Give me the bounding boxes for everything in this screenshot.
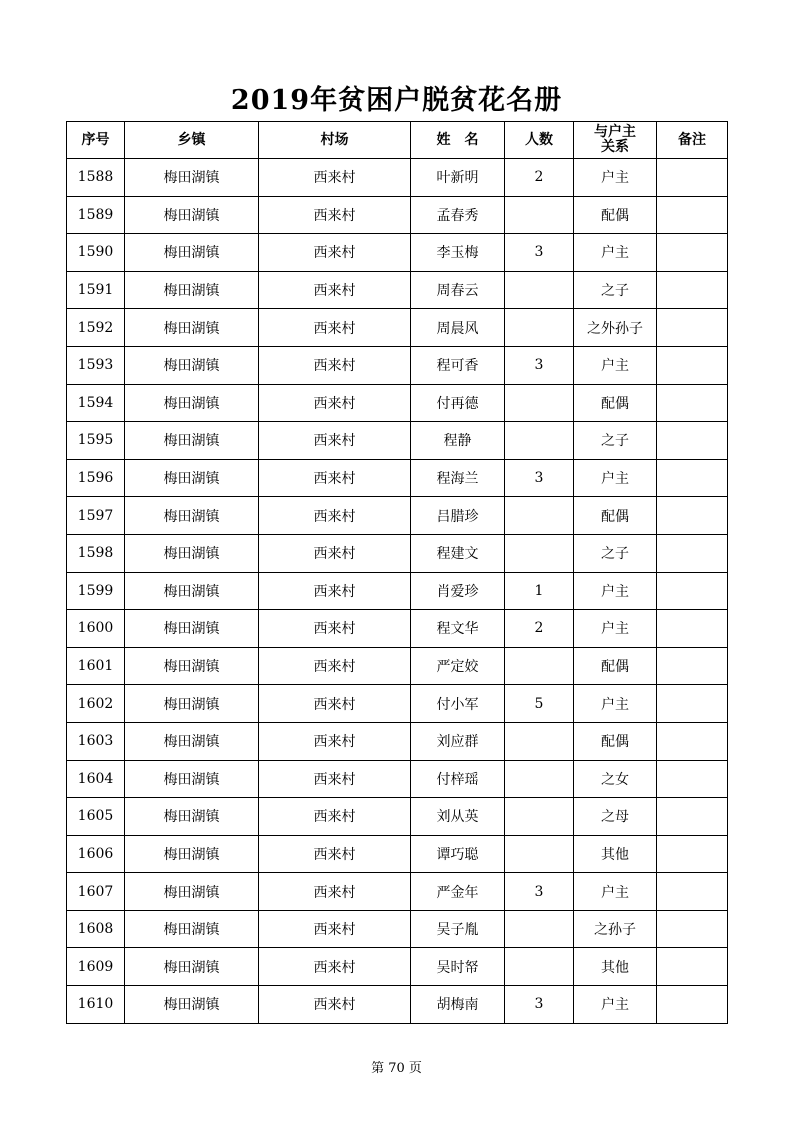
roster-table	[66, 121, 728, 1024]
cell-township: 梅田湖镇	[125, 873, 259, 911]
cell-remarks	[657, 760, 728, 798]
cell-relation: 户主	[574, 572, 657, 610]
cell-count: 3	[505, 459, 574, 497]
cell-index: 1594	[67, 384, 125, 422]
table-row	[67, 534, 728, 572]
cell-remarks	[657, 234, 728, 272]
cell-remarks	[657, 497, 728, 535]
cell-village: 西来村	[259, 873, 411, 911]
page-title: 2019年贫困户脱贫花名册	[230, 85, 563, 116]
cell-index: 1606	[67, 835, 125, 873]
cell-index: 1600	[67, 610, 125, 648]
cell-relation: 配偶	[574, 722, 657, 760]
cell-remarks	[657, 572, 728, 610]
table-row	[67, 196, 728, 234]
cell-remarks	[657, 685, 728, 723]
cell-township: 梅田湖镇	[125, 271, 259, 309]
cell-index: 1588	[67, 159, 125, 197]
cell-index: 1602	[67, 685, 125, 723]
cell-township: 梅田湖镇	[125, 384, 259, 422]
cell-township: 梅田湖镇	[125, 647, 259, 685]
cell-remarks	[657, 835, 728, 873]
page-number: 第 70 页	[371, 1061, 422, 1076]
cell-village: 西来村	[259, 271, 411, 309]
cell-count	[505, 384, 574, 422]
cell-township: 梅田湖镇	[125, 685, 259, 723]
cell-village: 西来村	[259, 610, 411, 648]
table-row	[67, 610, 728, 648]
cell-index: 1608	[67, 910, 125, 948]
cell-index: 1605	[67, 798, 125, 836]
cell-count	[505, 835, 574, 873]
cell-index: 1597	[67, 497, 125, 535]
cell-remarks	[657, 459, 728, 497]
cell-name: 严定姣	[411, 647, 505, 685]
cell-name: 孟春秀	[411, 196, 505, 234]
cell-count: 1	[505, 572, 574, 610]
cell-township: 梅田湖镇	[125, 610, 259, 648]
cell-relation: 配偶	[574, 196, 657, 234]
cell-relation: 户主	[574, 159, 657, 197]
cell-index: 1601	[67, 647, 125, 685]
cell-name: 程可香	[411, 346, 505, 384]
cell-name: 叶新明	[411, 159, 505, 197]
cell-relation: 之女	[574, 760, 657, 798]
column-header-count: 人数	[505, 122, 574, 159]
table-row	[67, 685, 728, 723]
cell-remarks	[657, 196, 728, 234]
cell-village: 西来村	[259, 534, 411, 572]
cell-remarks	[657, 910, 728, 948]
table-row	[67, 798, 728, 836]
cell-township: 梅田湖镇	[125, 948, 259, 986]
cell-name: 周春云	[411, 271, 505, 309]
cell-count: 5	[505, 685, 574, 723]
cell-village: 西来村	[259, 497, 411, 535]
table-row	[67, 459, 728, 497]
column-header-township: 乡镇	[125, 122, 259, 159]
cell-township: 梅田湖镇	[125, 234, 259, 272]
cell-name: 吴子胤	[411, 910, 505, 948]
cell-village: 西来村	[259, 572, 411, 610]
cell-count: 3	[505, 346, 574, 384]
cell-township: 梅田湖镇	[125, 422, 259, 460]
cell-township: 梅田湖镇	[125, 159, 259, 197]
cell-remarks	[657, 647, 728, 685]
cell-count	[505, 798, 574, 836]
table-row	[67, 422, 728, 460]
cell-village: 西来村	[259, 722, 411, 760]
cell-township: 梅田湖镇	[125, 798, 259, 836]
cell-township: 梅田湖镇	[125, 346, 259, 384]
roster-body	[67, 159, 728, 1024]
cell-index: 1610	[67, 986, 125, 1024]
cell-count: 2	[505, 159, 574, 197]
cell-index: 1603	[67, 722, 125, 760]
cell-relation: 配偶	[574, 384, 657, 422]
cell-village: 西来村	[259, 760, 411, 798]
cell-village: 西来村	[259, 384, 411, 422]
cell-name: 肖爱珍	[411, 572, 505, 610]
cell-remarks	[657, 271, 728, 309]
cell-township: 梅田湖镇	[125, 760, 259, 798]
table-row	[67, 271, 728, 309]
cell-village: 西来村	[259, 159, 411, 197]
cell-relation: 户主	[574, 986, 657, 1024]
cell-name: 程建文	[411, 534, 505, 572]
cell-remarks	[657, 873, 728, 911]
cell-township: 梅田湖镇	[125, 572, 259, 610]
cell-count	[505, 948, 574, 986]
cell-remarks	[657, 384, 728, 422]
cell-relation: 之子	[574, 271, 657, 309]
cell-relation: 配偶	[574, 647, 657, 685]
cell-remarks	[657, 346, 728, 384]
cell-remarks	[657, 986, 728, 1024]
table-row	[67, 384, 728, 422]
cell-count	[505, 271, 574, 309]
cell-township: 梅田湖镇	[125, 196, 259, 234]
cell-township: 梅田湖镇	[125, 534, 259, 572]
cell-index: 1599	[67, 572, 125, 610]
cell-count	[505, 309, 574, 347]
column-header-relation: 与户主 关系	[574, 122, 657, 159]
cell-count	[505, 722, 574, 760]
cell-name: 付小军	[411, 685, 505, 723]
cell-remarks	[657, 948, 728, 986]
cell-relation: 户主	[574, 459, 657, 497]
table-row	[67, 910, 728, 948]
cell-township: 梅田湖镇	[125, 309, 259, 347]
table-row	[67, 948, 728, 986]
cell-count	[505, 910, 574, 948]
table-row	[67, 497, 728, 535]
cell-village: 西来村	[259, 459, 411, 497]
cell-township: 梅田湖镇	[125, 835, 259, 873]
cell-remarks	[657, 798, 728, 836]
cell-village: 西来村	[259, 309, 411, 347]
cell-name: 严金年	[411, 873, 505, 911]
cell-village: 西来村	[259, 346, 411, 384]
cell-village: 西来村	[259, 422, 411, 460]
table-row	[67, 835, 728, 873]
table-row	[67, 572, 728, 610]
cell-relation: 之外孙子	[574, 309, 657, 347]
cell-name: 周晨风	[411, 309, 505, 347]
table-row	[67, 309, 728, 347]
cell-village: 西来村	[259, 196, 411, 234]
table-row	[67, 873, 728, 911]
cell-relation: 户主	[574, 234, 657, 272]
cell-village: 西来村	[259, 685, 411, 723]
table-row	[67, 159, 728, 197]
cell-index: 1593	[67, 346, 125, 384]
cell-remarks	[657, 610, 728, 648]
cell-count	[505, 760, 574, 798]
cell-remarks	[657, 309, 728, 347]
cell-village: 西来村	[259, 234, 411, 272]
table-row	[67, 986, 728, 1024]
table-row	[67, 647, 728, 685]
cell-index: 1598	[67, 534, 125, 572]
cell-relation: 其他	[574, 948, 657, 986]
cell-index: 1609	[67, 948, 125, 986]
cell-relation: 之母	[574, 798, 657, 836]
cell-relation: 配偶	[574, 497, 657, 535]
cell-name: 程文华	[411, 610, 505, 648]
column-header-village: 村场	[259, 122, 411, 159]
cell-township: 梅田湖镇	[125, 459, 259, 497]
cell-count: 3	[505, 234, 574, 272]
column-header-name: 姓 名	[411, 122, 505, 159]
cell-name: 刘应群	[411, 722, 505, 760]
cell-township: 梅田湖镇	[125, 497, 259, 535]
cell-township: 梅田湖镇	[125, 722, 259, 760]
cell-index: 1589	[67, 196, 125, 234]
cell-index: 1595	[67, 422, 125, 460]
cell-name: 付再德	[411, 384, 505, 422]
column-header-index: 序号	[67, 122, 125, 159]
cell-name: 李玉梅	[411, 234, 505, 272]
header-row	[67, 122, 728, 159]
table-row	[67, 722, 728, 760]
cell-index: 1596	[67, 459, 125, 497]
cell-name: 谭巧聪	[411, 835, 505, 873]
cell-index: 1592	[67, 309, 125, 347]
cell-name: 刘从英	[411, 798, 505, 836]
cell-relation: 户主	[574, 346, 657, 384]
cell-village: 西来村	[259, 948, 411, 986]
cell-village: 西来村	[259, 986, 411, 1024]
cell-count	[505, 422, 574, 460]
cell-index: 1607	[67, 873, 125, 911]
cell-village: 西来村	[259, 647, 411, 685]
cell-name: 付梓瑶	[411, 760, 505, 798]
cell-name: 胡梅南	[411, 986, 505, 1024]
table-row	[67, 760, 728, 798]
cell-count	[505, 196, 574, 234]
cell-count	[505, 647, 574, 685]
cell-count: 3	[505, 986, 574, 1024]
cell-count	[505, 534, 574, 572]
cell-name: 吴时帑	[411, 948, 505, 986]
cell-village: 西来村	[259, 835, 411, 873]
cell-township: 梅田湖镇	[125, 986, 259, 1024]
column-header-remarks: 备注	[657, 122, 728, 159]
cell-remarks	[657, 422, 728, 460]
cell-relation: 之子	[574, 534, 657, 572]
cell-relation: 之孙子	[574, 910, 657, 948]
cell-relation: 户主	[574, 610, 657, 648]
cell-name: 吕腊珍	[411, 497, 505, 535]
cell-village: 西来村	[259, 910, 411, 948]
cell-name: 程海兰	[411, 459, 505, 497]
cell-count: 2	[505, 610, 574, 648]
cell-index: 1604	[67, 760, 125, 798]
table-row	[67, 346, 728, 384]
cell-remarks	[657, 534, 728, 572]
cell-index: 1590	[67, 234, 125, 272]
cell-remarks	[657, 722, 728, 760]
cell-township: 梅田湖镇	[125, 910, 259, 948]
cell-count: 3	[505, 873, 574, 911]
table-row	[67, 234, 728, 272]
cell-remarks	[657, 159, 728, 197]
cell-relation: 之子	[574, 422, 657, 460]
cell-relation: 其他	[574, 835, 657, 873]
cell-index: 1591	[67, 271, 125, 309]
cell-village: 西来村	[259, 798, 411, 836]
cell-name: 程静	[411, 422, 505, 460]
cell-count	[505, 497, 574, 535]
cell-relation: 户主	[574, 873, 657, 911]
cell-relation: 户主	[574, 685, 657, 723]
